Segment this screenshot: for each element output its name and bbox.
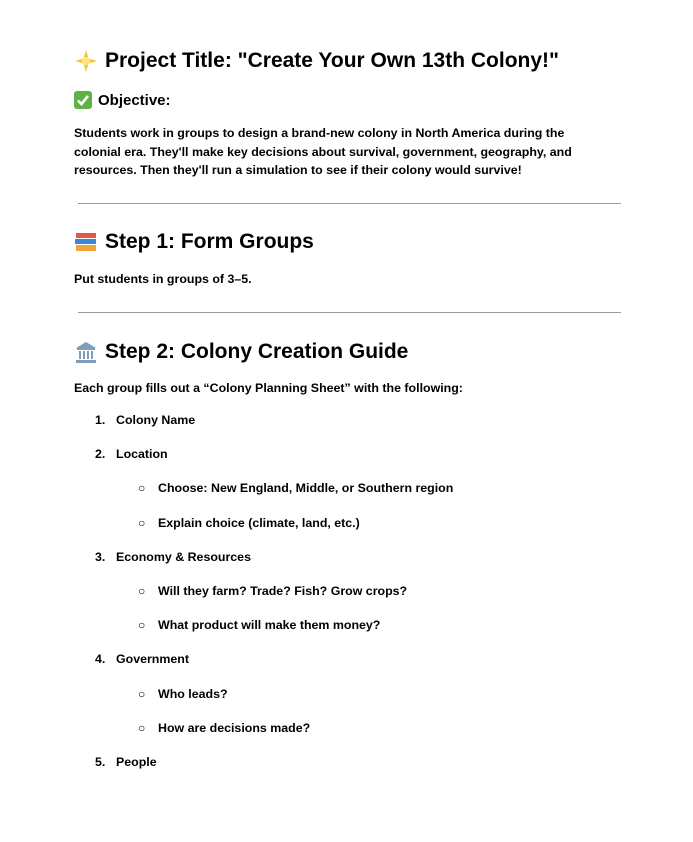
list-item-label: People bbox=[116, 755, 157, 769]
list-item bbox=[95, 753, 157, 772]
books-icon bbox=[74, 231, 98, 253]
glowing-star-icon bbox=[74, 49, 98, 73]
sub-list-item-label: Who leads? bbox=[158, 686, 228, 701]
sub-list-item bbox=[138, 479, 454, 498]
objective-heading: Objective: bbox=[74, 91, 171, 109]
sub-list-item bbox=[138, 582, 408, 601]
bullet-icon: ○ bbox=[138, 584, 146, 598]
bullet-icon: ○ bbox=[138, 515, 146, 530]
divider bbox=[78, 203, 621, 204]
step1-text: Put students in groups of 3–5. bbox=[74, 272, 252, 286]
objective-text: Students work in groups to design a brand-new colony in North America during the colonial era. They'll make key decisions about survival, government, geography, and resources. Then they'll run a simulation to see if their colony would survive! bbox=[74, 126, 572, 177]
bullet-icon: ○ bbox=[138, 618, 146, 633]
bullet-icon: ○ bbox=[138, 481, 146, 496]
sub-list-item bbox=[138, 616, 381, 635]
sub-list-item-label: How are decisions made? bbox=[158, 720, 311, 735]
sub-list-item-label: Will they farm? Trade? Fish? Grow crops? bbox=[158, 584, 408, 598]
list-number: 3. bbox=[95, 549, 106, 564]
sub-list-item bbox=[138, 685, 228, 704]
list-item-label: Location bbox=[116, 447, 168, 462]
sub-list-item-label: Explain choice (climate, land, etc.) bbox=[158, 515, 360, 530]
sub-list-item-label: Choose: New England, Middle, or Southern region bbox=[158, 481, 454, 496]
step2-intro: Each group fills out a “Colony Planning Sheet” with the following: bbox=[74, 381, 463, 395]
divider bbox=[78, 312, 621, 313]
list-item-label: Economy & Resources bbox=[116, 549, 251, 564]
list-number: 2. bbox=[95, 447, 106, 462]
list-item bbox=[95, 445, 168, 464]
sub-list-item bbox=[138, 719, 311, 738]
list-number: 1. bbox=[95, 413, 106, 427]
step2-heading: Step 2: Colony Creation Guide bbox=[74, 340, 408, 364]
list-item-label: Government bbox=[116, 652, 189, 667]
list-number: 5. bbox=[95, 755, 106, 769]
list-item bbox=[95, 548, 251, 567]
list-item bbox=[95, 411, 196, 430]
list-item-label: Colony Name bbox=[116, 413, 196, 427]
check-mark-icon bbox=[74, 91, 92, 109]
list-number: 4. bbox=[95, 652, 106, 667]
step1-heading: Step 1: Form Groups bbox=[74, 230, 314, 254]
sub-list-item-label: What product will make them money? bbox=[158, 618, 381, 633]
list-item bbox=[95, 650, 189, 669]
project-title: Project Title: "Create Your Own 13th Colony!" bbox=[74, 49, 559, 73]
bullet-icon: ○ bbox=[138, 720, 146, 735]
bullet-icon: ○ bbox=[138, 686, 146, 701]
classical-building-icon bbox=[74, 340, 98, 364]
sub-list-item bbox=[138, 514, 360, 533]
